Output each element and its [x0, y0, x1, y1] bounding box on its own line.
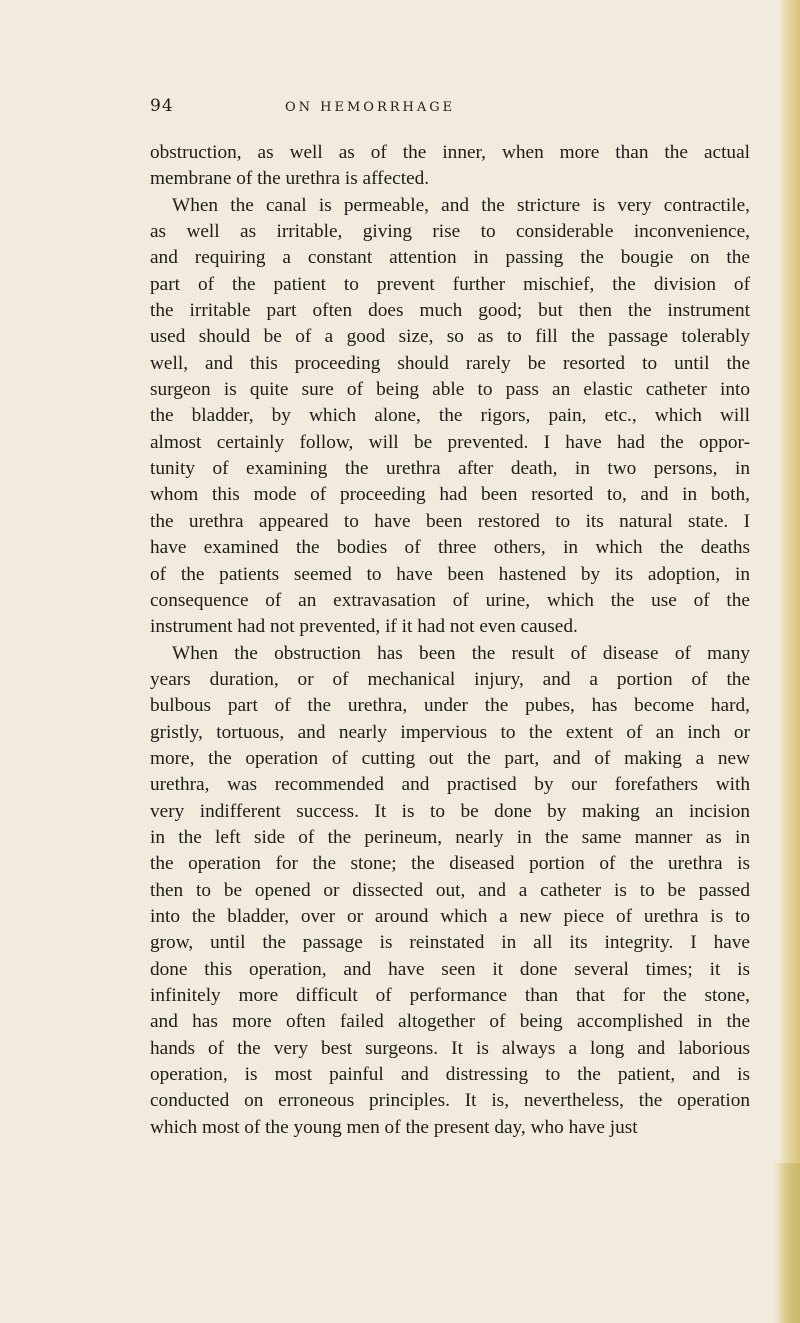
text-line: infinitely more difficult of performance than that for the stone,	[150, 985, 750, 1006]
page-header	[150, 96, 750, 132]
text-line: into the bladder, over or around which a new piece of urethra is to	[150, 905, 750, 927]
text-line: then to be opened or dissected out, and a catheter is to be passed	[150, 879, 750, 901]
text-line: the operation for the stone; the diseased portion of the urethra is	[150, 853, 750, 875]
text-line: operation, is most painful and distressing to the patient, and is	[150, 1064, 750, 1086]
text-line: very indifferent success. It is to be done by making an incision	[150, 800, 750, 822]
text-line: urethra, was recommended and practised by our forefathers with	[150, 774, 750, 796]
text-line: part of the patient to prevent further mischief, the division of	[150, 273, 750, 295]
text-line: years duration, or of mechanical injury, and a portion of the	[150, 668, 750, 690]
text-line: of the patients seemed to have been hastened by its adoption, in	[150, 563, 750, 585]
text-line: and requiring a constant attention in passing the bougie on the	[150, 247, 750, 269]
page-edge-shadow-bottom	[772, 1163, 800, 1323]
text-line: more, the operation of cutting out the part, and of making a new	[150, 747, 750, 769]
paragraph	[150, 193, 750, 641]
text-line: surgeon is quite sure of being able to pass an elastic catheter into	[150, 379, 750, 401]
text-line: the bladder, by which alone, the rigors, pain, etc., which will	[150, 405, 750, 427]
page-number: 94	[150, 96, 174, 116]
text-line: almost certainly follow, will be prevented. I have had the oppor-	[150, 431, 750, 453]
text-line: conducted on erroneous principles. It is, nevertheless, the operation	[150, 1090, 750, 1112]
text-line: done this operation, and have seen it done several times; it is	[150, 958, 750, 980]
text-line: in the left side of the perineum, nearly in the same manner as in	[150, 826, 750, 848]
paragraph	[150, 140, 750, 193]
text-line: membrane of the urethra is affected.	[150, 168, 430, 190]
body-text	[150, 140, 750, 1141]
paragraph	[150, 641, 750, 1142]
text-line: gristly, tortuous, and nearly impervious to the extent of an inch or	[150, 721, 750, 743]
text-line: whom this mode of proceeding had been resorted to, and in both,	[150, 484, 750, 506]
text-line: the irritable part often does much good; but then the instrument	[150, 300, 750, 322]
page-edge-shadow	[778, 0, 800, 1323]
text-line: well, and this proceeding should rarely be resorted to until the	[150, 352, 750, 374]
text-line: which most of the young men of the present day, who have just	[150, 1116, 638, 1138]
text-line: obstruction, as well as of the inner, when more than the actual	[150, 142, 750, 163]
text-line: bulbous part of the urethra, under the pubes, has become hard,	[150, 695, 750, 717]
text-line: instrument had not prevented, if it had not even caused.	[150, 616, 578, 638]
text-line: grow, until the passage is reinstated in all its integrity. I have	[150, 932, 750, 954]
text-line: the urethra appeared to have been restored to its natural state. I	[150, 510, 750, 532]
text-line: When the canal is permeable, and the stricture is very contractile,	[172, 194, 750, 216]
text-line: When the obstruction has been the result of disease of many	[172, 642, 750, 664]
text-line: consequence of an extravasation of urine, which the use of the	[150, 589, 750, 611]
text-line: and has more often failed altogether of being accomplished in the	[150, 1011, 750, 1033]
text-line: as well as irritable, giving rise to considerable inconvenience,	[150, 221, 750, 243]
text-line: tunity of examining the urethra after death, in two persons, in	[150, 458, 750, 480]
text-line: hands of the very best surgeons. It is always a long and laborious	[150, 1037, 750, 1059]
running-head: ON HEMORRHAGE	[285, 100, 456, 115]
text-line: have examined the bodies of three others, in which the deaths	[150, 537, 750, 559]
text-line: used should be of a good size, so as to fill the passage tolerably	[150, 326, 750, 348]
